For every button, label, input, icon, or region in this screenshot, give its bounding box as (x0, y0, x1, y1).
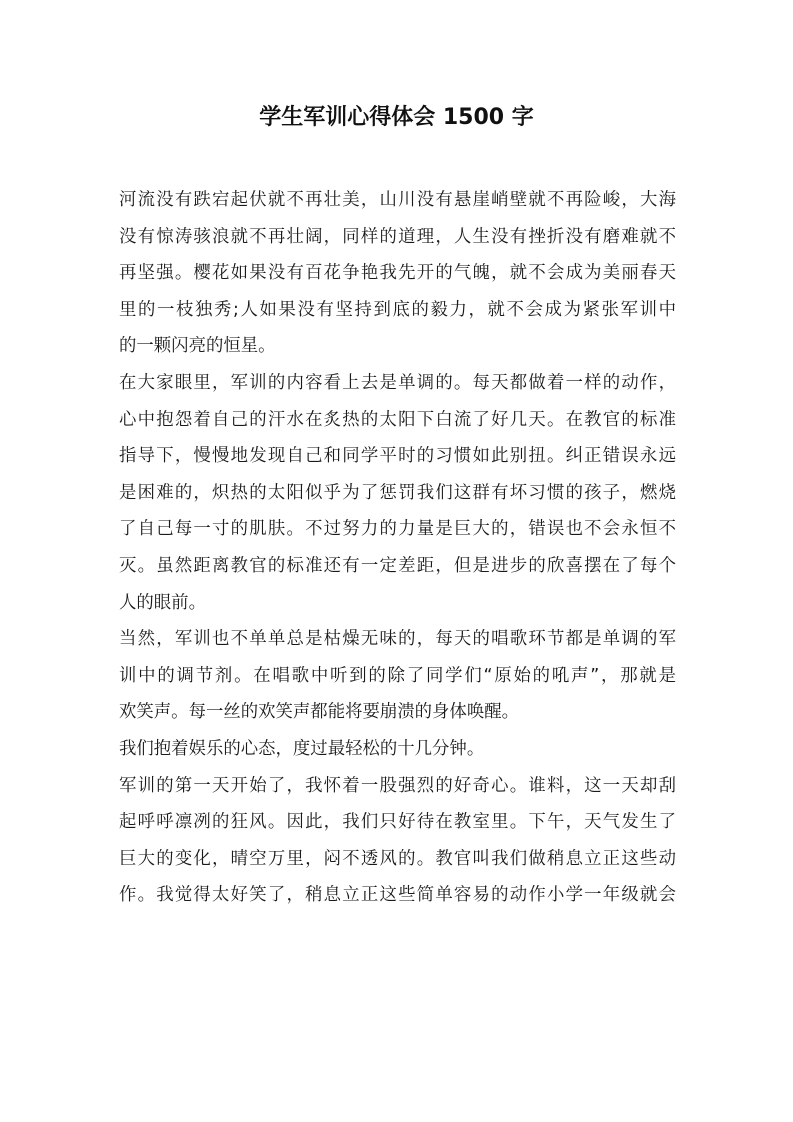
text-line: 当然，军训也不单单总是枯燥无味的，每天的唱歌环节都是单调的军 (119, 629, 676, 650)
text-line: 军训的第一天开始了，我怀着一股强烈的好奇心。谁料，这一天却刮 (119, 775, 676, 796)
text-line: 在大家眼里，军训的内容看上去是单调的。每天都做着一样的动作， (119, 372, 676, 393)
paragraph (119, 768, 676, 914)
document-body (119, 182, 676, 914)
paragraph (119, 182, 676, 365)
text-line: 灭。虽然距离教官的标准还有一定差距，但是进步的欣喜摆在了每个 (119, 555, 676, 576)
text-line: 人的眼前。 (119, 592, 206, 613)
document-title: 学生军训心得体会 1500 字 (259, 105, 534, 130)
paragraph (119, 365, 676, 621)
text-line: 里的一枝独秀;人如果没有坚持到底的毅力，就不会成为紧张军训中 (119, 299, 676, 320)
text-line: 欢笑声。每一丝的欢笑声都能将要崩溃的身体唤醒。 (119, 702, 519, 723)
text-line: 训中的调节剂。在唱歌中听到的除了同学们“原始的吼声”，那就是 (119, 665, 676, 686)
text-line: 巨大的变化，晴空万里，闷不透风的。教官叫我们做稍息立正这些动 (119, 848, 676, 869)
text-line: 了自己每一寸的肌肤。不过努力的力量是巨大的，错误也不会永恒不 (119, 519, 676, 540)
text-line: 我们抱着娱乐的心态，度过最轻松的十几分钟。 (119, 738, 485, 759)
text-line: 心中抱怨着自己的汗水在炙热的太阳下白流了好几天。在教官的标准 (119, 409, 676, 430)
text-line: 是困难的，炽热的太阳似乎为了惩罚我们这群有坏习惯的孩子，燃烧 (119, 482, 676, 503)
text-line: 起呼呼凛冽的狂风。因此，我们只好待在教室里。下午，天气发生了 (119, 812, 676, 833)
paragraph (119, 621, 676, 731)
text-line: 指导下，慢慢地发现自己和同学平时的习惯如此别扭。纠正错误永远 (119, 446, 676, 467)
text-line: 的一颗闪亮的恒星。 (119, 336, 276, 357)
text-line: 再坚强。樱花如果没有百花争艳我先开的气魄，就不会成为美丽春天 (119, 263, 676, 284)
text-line: 作。我觉得太好笑了，稍息立正这些简单容易的动作小学一年级就会 (119, 885, 676, 906)
paragraph (119, 731, 676, 768)
text-line: 没有惊涛骇浪就不再壮阔，同样的道理，人生没有挫折没有磨难就不 (119, 226, 676, 247)
text-line: 河流没有跌宕起伏就不再壮美，山川没有悬崖峭壁就不再险峻，大海 (119, 190, 676, 210)
